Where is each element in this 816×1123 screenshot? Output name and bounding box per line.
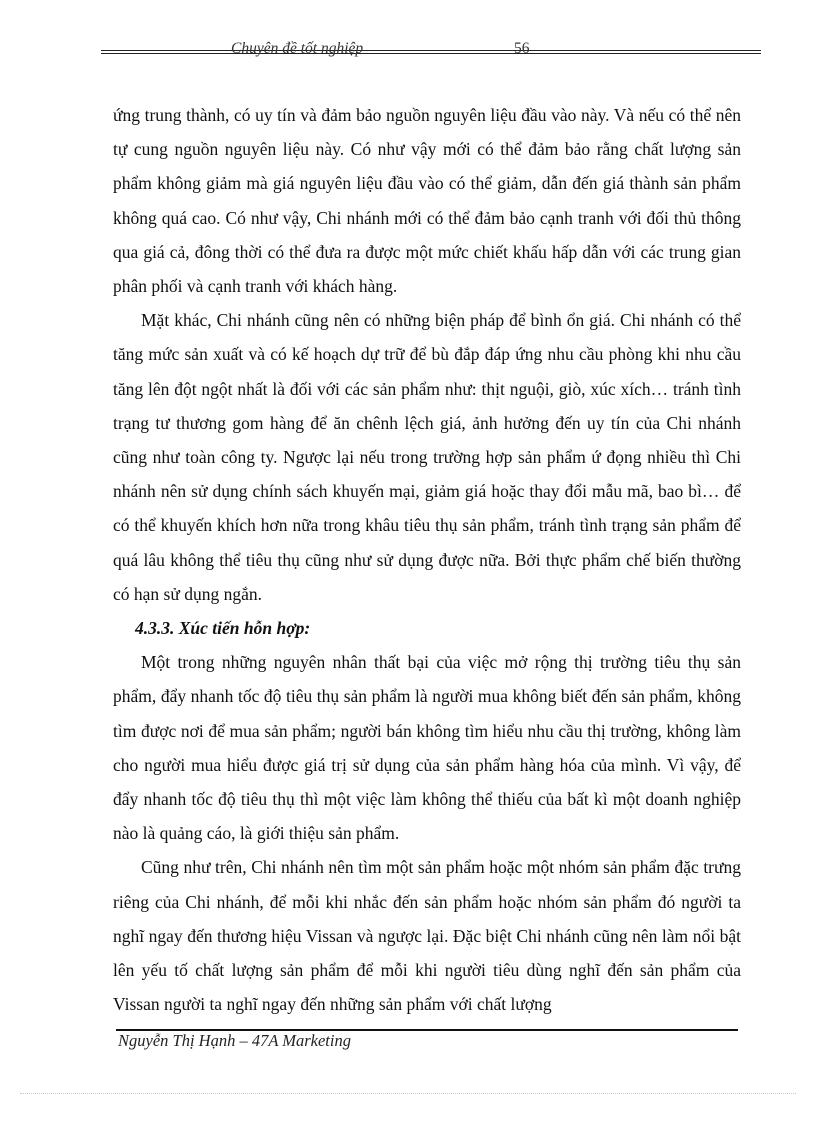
page-header xyxy=(101,38,761,62)
paragraph-1: ứng trung thành, có uy tín và đảm bảo nguồn nguyên liệu đầu vào này. Và nếu có thể nên tự cung nguồn nguyên liệu này. Có như vậy mới có thể đảm bảo rằng chất lượng sản phẩm không giảm mà giá nguyên liệu đầu vào có thể giảm, dẫn đến giá thành sản phẩm không quá cao. Có như vậy, Chi nhánh mới có thể đảm bảo cạnh tranh với đối thủ thông qua giá cả, đông thời có thể đưa ra được một mức chiết khấu hấp dẫn với các trung gian phân phối và cạnh tranh với khách hàng. xyxy=(113,105,741,297)
paragraph-3: Một trong những nguyên nhân thất bại của việc mở rộng thị trường tiêu thụ sản phẩm, đẩy nhanh tốc độ tiêu thụ sản phẩm là người mua không biết đến sản phẩm, không tìm được nơi để mua sản phẩm; người bán không tìm hiểu nhu cầu thị trường, không làm cho người mua hiểu được giá trị sử dụng của sản phẩm hàng hóa của mình. Vì vậy, để đẩy nhanh tốc độ tiêu thụ thì một việc làm không thể thiếu của bất kì một doanh nghiệp nào là quảng cáo, là giới thiệu sản phẩm. xyxy=(113,652,741,844)
page-number: 56 xyxy=(514,40,530,57)
document-body xyxy=(113,98,741,1021)
paragraph-2: Mặt khác, Chi nhánh cũng nên có những biện pháp để bình ổn giá. Chi nhánh có thể tăng mức sản xuất và có kế hoạch dự trữ để bù đắp đáp ứng nhu cầu phòng khi nhu cầu tăng lên đột ngột nhất là đối với các sản phẩm như: thịt nguội, giò, xúc xích… tránh tình trạng tư thương gom hàng để ăn chênh lệch giá, ảnh hưởng đến uy tín của Chi nhánh cũng như toàn công ty. Ngược lại nếu trong trường hợp sản phẩm ứ đọng nhiều thì Chi nhánh nên sử dụng chính sách khuyến mại, giảm giá hoặc thay đổi mẫu mã, bao bì… để có thể khuyến khích hơn nữa trong khâu tiêu thụ sản phẩm, tránh tình trạng sản phẩm để quá lâu không thể tiêu thụ cũng như sử dụng được nữa. Bởi thực phẩm chế biến thường có hạn sử dụng ngắn. xyxy=(113,310,741,604)
paragraph-4: Cũng như trên, Chi nhánh nên tìm một sản phẩm hoặc một nhóm sản phẩm đặc trưng riêng của Chi nhánh, để mỗi khi nhắc đến sản phẩm hoặc nhóm sản phẩm đó người ta nghĩ ngay đến thương hiệu Vissan và ngược lại. Đặc biệt Chi nhánh cũng nên làm nổi bật lên yếu tố chất lượng sản phẩm để mỗi khi người tiêu dùng nghĩ đến sản phẩm của Vissan người ta nghĩ ngay đến những sản phẩm với chất lượng xyxy=(113,857,741,1015)
header-title: Chuyên đề tốt nghiệp xyxy=(231,40,364,57)
section-heading: 4.3.3. Xúc tiến hỗn hợp: xyxy=(135,618,311,639)
footer-author: Nguyễn Thị Hạnh – 47A Marketing xyxy=(118,1031,351,1050)
page-break-dotted-line xyxy=(20,1093,796,1094)
header-rule-bottom xyxy=(101,53,761,54)
header-rule-top xyxy=(101,50,761,51)
